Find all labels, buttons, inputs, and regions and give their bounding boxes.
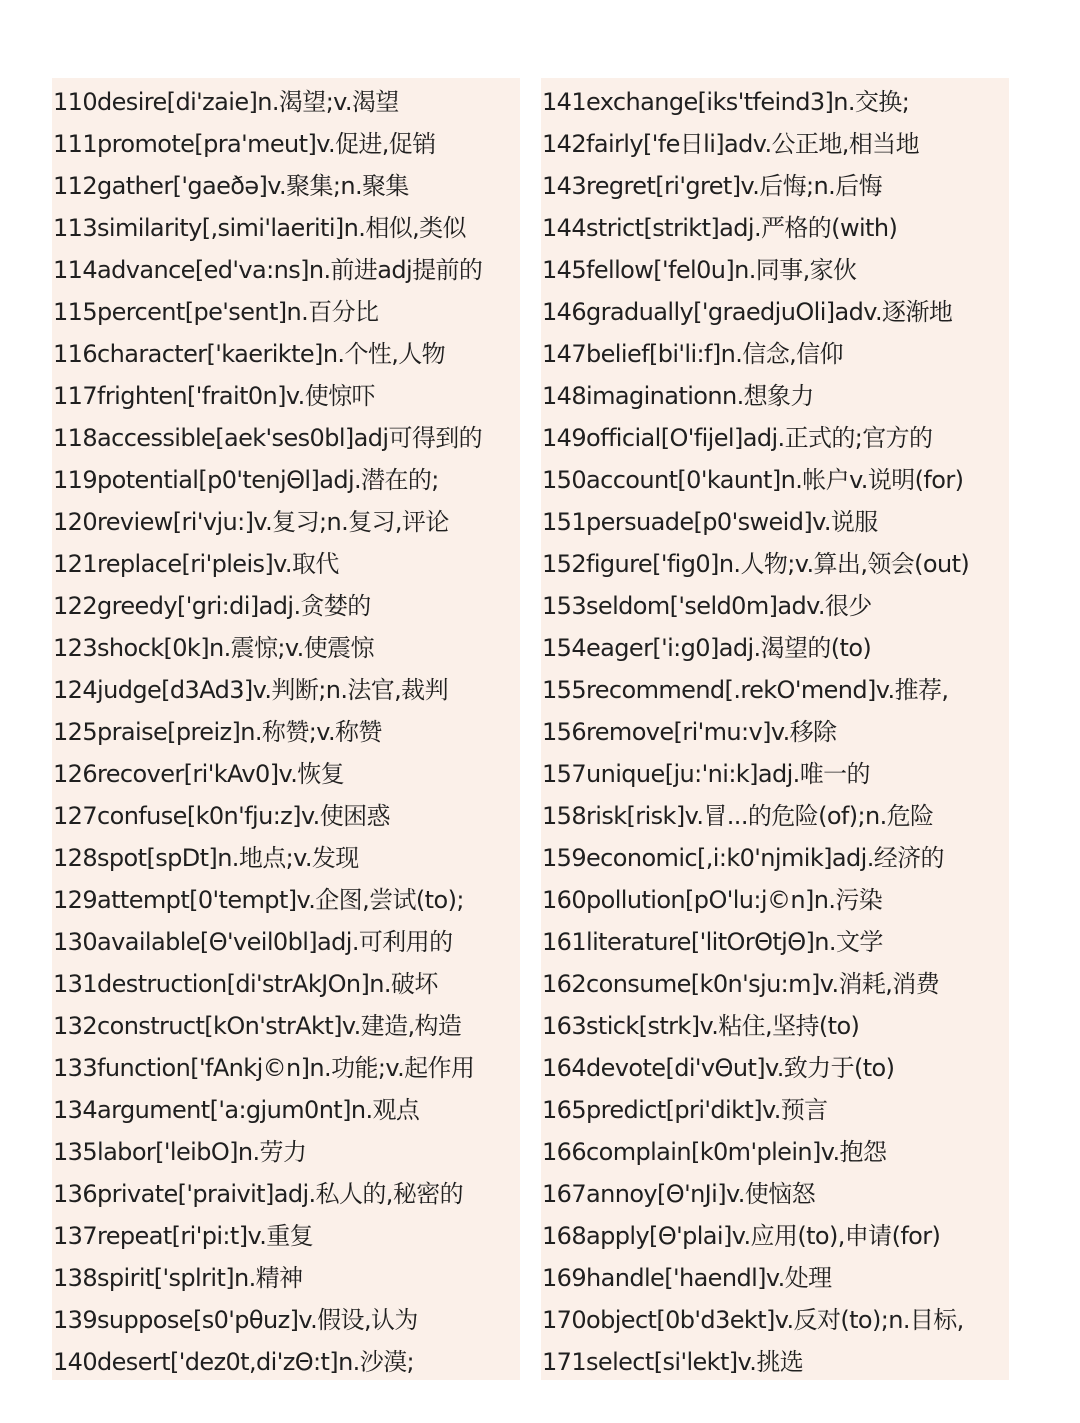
vocab-entry: 152figure['fig0]n.人物;v.算出,领会(out): [542, 550, 970, 578]
vocab-entry: 151persuade[p0'sweid]v.说服: [542, 508, 878, 536]
vocab-entry: 165predict[pri'dikt]v.预言: [542, 1096, 828, 1124]
vocab-entry: 144strict[strikt]adj.严格的(with): [542, 214, 898, 242]
vocab-entry: 143regret[ri'gret]v.后悔;n.后悔: [542, 172, 882, 200]
vocab-entry: 168apply[Θ'plai]v.应用(to),申请(for): [542, 1222, 941, 1250]
vocab-entry: 128spot[spDt]n.地点;v.发现: [53, 844, 359, 872]
vocab-entry: 130available[Θ'veil0bl]adj.可利用的: [53, 928, 453, 956]
vocab-entry: 126recover[ri'kAv0]v.恢复: [53, 760, 345, 788]
vocab-entry: 170object[0b'd3ekt]v.反对(to);n.目标,: [542, 1306, 964, 1334]
vocab-entry: 111promote[pra'meut]v.促进,促销: [53, 130, 436, 158]
vocab-entry: 135labor['leibO]n.劳力: [53, 1138, 307, 1166]
vocab-entry: 140desert['dez0t,di'zΘ:t]n.沙漠;: [53, 1348, 414, 1376]
vocab-entry: 156remove[ri'mu:v]v.移除: [542, 718, 837, 746]
vocab-entry: 120review[ri'vju:]v.复习;n.复习,评论: [53, 508, 449, 536]
vocab-entry: 131destruction[di'strAkJOn]n.破坏: [53, 970, 438, 998]
vocab-entry: 134argument['a:gjum0nt]n.观点: [53, 1096, 420, 1124]
vocab-entry: 164devote[di'vΘut]v.致力于(to): [542, 1054, 895, 1082]
vocab-entry: 169handle['haendl]v.处理: [542, 1264, 832, 1292]
vocab-entry: 160pollution[pO'lu:j©n]n.污染: [542, 886, 883, 914]
vocab-entry: 146gradually['graedjuOli]adv.逐渐地: [542, 298, 953, 326]
vocab-entry: 155recommend[.rekO'mend]v.推荐,: [542, 676, 949, 704]
vocab-entry: 153seldom['seld0m]adv.很少: [542, 592, 872, 620]
vocab-entry: 127confuse[k0n'fju:z]v.使困惑: [53, 802, 390, 830]
vocab-entry: 150account[0'kaunt]n.帐户v.说明(for): [542, 466, 964, 494]
vocab-entry: 142fairly['fe日li]adv.公正地,相当地: [542, 130, 919, 158]
vocab-entry: 161literature['litOrΘtjΘ]n.文学: [542, 928, 883, 956]
vocab-entry: 139suppose[s0'pθuz]v.假设,认为: [53, 1306, 418, 1334]
vocab-entry: 123shock[0k]n.震惊;v.使震惊: [53, 634, 374, 662]
vocab-entry: 136private['praivit]adj.私人的,秘密的: [53, 1180, 464, 1208]
vocab-entry: 148imaginationn.想象力: [542, 382, 814, 410]
vocab-entry: 119potential[p0'tenjΘl]adj.潜在的;: [53, 466, 439, 494]
vocab-entry: 110desire[di'zaie]n.渴望;v.渴望: [53, 88, 399, 116]
vocab-entry: 116character['kaerikte]n.个性,人物: [53, 340, 446, 368]
vocab-entry: 154eager['i:g0]adj.渴望的(to): [542, 634, 872, 662]
vocab-entry: 122greedy['gri:di]adj.贪婪的: [53, 592, 371, 620]
vocab-entry: 114advance[ed'va:ns]n.前进adj提前的: [53, 256, 483, 284]
vocab-entry: 162consume[k0n'sju:m]v.消耗,消费: [542, 970, 940, 998]
vocab-entry: 112gather['gaeðə]v.聚集;n.聚集: [53, 172, 409, 200]
vocab-entry: 138spirit['splrit]n.精神: [53, 1264, 303, 1292]
vocab-entry: 163stick[strk]v.粘住,坚持(to): [542, 1012, 860, 1040]
vocab-column-right: [541, 78, 1009, 1380]
vocab-entry: 167annoy[Θ'nJi]v.使恼怒: [542, 1180, 815, 1208]
vocab-column-left: [52, 78, 520, 1380]
vocab-entry: 166complain[k0m'plein]v.抱怨: [542, 1138, 887, 1166]
vocab-entry: 157unique[ju:'ni:k]adj.唯一的: [542, 760, 870, 788]
vocab-entry: 141exchange[iks'tfeind3]n.交换;: [542, 88, 910, 116]
vocab-entry: 115percent[pe'sent]n.百分比: [53, 298, 379, 326]
vocab-entry: 125praise[preiz]n.称赞;v.称赞: [53, 718, 382, 746]
vocab-entry: 147belief[bi'li:f]n.信念,信仰: [542, 340, 843, 368]
vocab-entry: 159economic[,i:k0'njmik]adj.经济的: [542, 844, 944, 872]
vocab-entry: 137repeat[ri'pi:t]v.重复: [53, 1222, 314, 1250]
vocab-entry: 117frighten['frait0n]v.使惊吓: [53, 382, 375, 410]
vocab-entry: 124judge[d3Ad3]v.判断;n.法官,裁判: [53, 676, 448, 704]
vocab-entry: 149official[O'fijel]adj.正式的;官方的: [542, 424, 933, 452]
vocab-entry: 132construct[kOn'strAkt]v.建造,构造: [53, 1012, 462, 1040]
vocab-entry: 158risk[risk]v.冒...的危险(of);n.危险: [542, 802, 934, 830]
vocab-entry: 121replace[ri'pleis]v.取代: [53, 550, 339, 578]
vocab-entry: 145fellow['fel0u]n.同事,家伙: [542, 256, 857, 284]
vocab-entry: 171select[si'lekt]v.挑选: [542, 1348, 804, 1376]
vocab-entry: 129attempt[0'tempt]v.企图,尝试(to);: [53, 886, 464, 914]
vocab-entry: 118accessible[aek'ses0bl]adj可得到的: [53, 424, 483, 452]
vocab-entry: 133function['fAnkj©n]n.功能;v.起作用: [53, 1054, 475, 1082]
vocab-entry: 113similarity[,simi'laeriti]n.相似,类似: [53, 214, 466, 242]
